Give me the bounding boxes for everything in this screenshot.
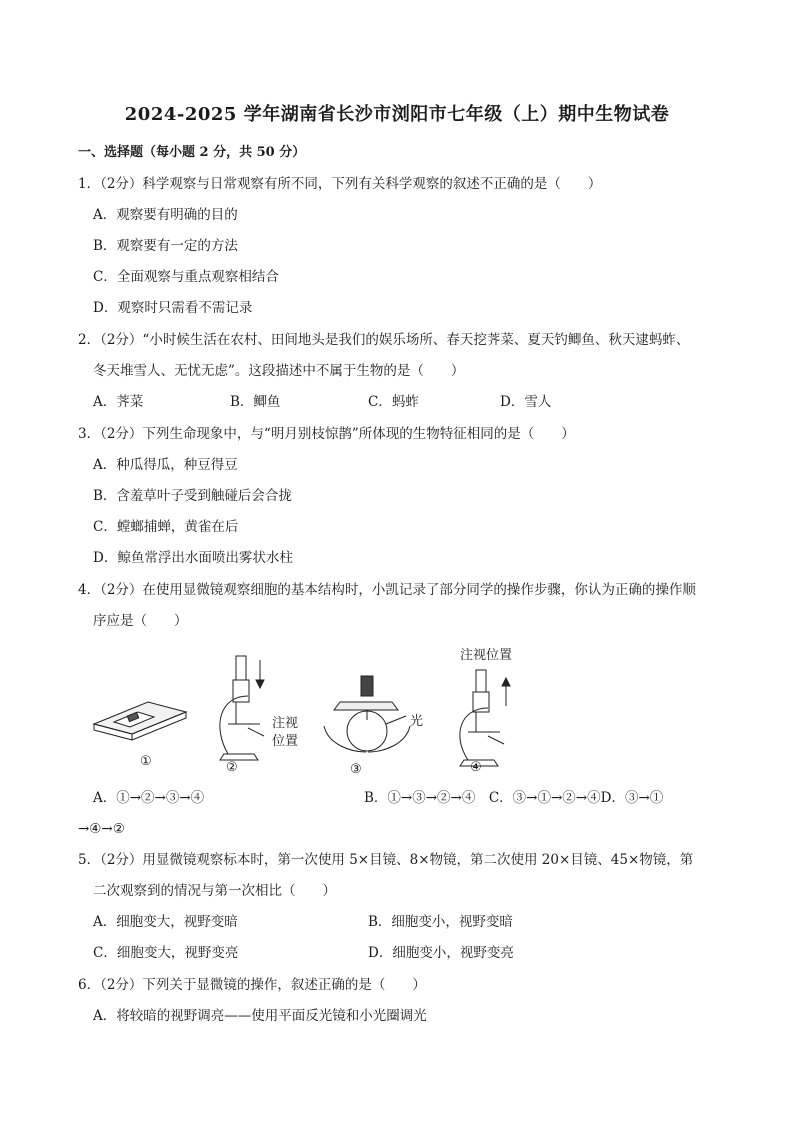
q2-option-d: D．雪人 (500, 394, 552, 410)
q1-option-a: A．观察要有明确的目的 (93, 207, 238, 223)
q5-option-d: D．细胞变小，视野变亮 (368, 945, 514, 961)
q1-option-c: C．全面观察与重点观察相结合 (93, 269, 279, 285)
step3-stage-drawing (324, 676, 410, 752)
fig-label-top: 注视位置 (460, 648, 513, 663)
exam-title: 2024-2025 学年湖南省长沙市浏阳市七年级（上）期中生物试卷 (124, 104, 670, 125)
q1-option-d: D．观察时只需看不需记录 (93, 300, 253, 316)
q4-stem-line2: 序应是（ ） (93, 613, 188, 629)
fig-label-side-1: 注视 (272, 716, 299, 731)
step4-microscope-drawing (460, 670, 510, 766)
q6-stem: 6．（2分）下列关于显微镜的操作，叙述正确的是（ ） (78, 977, 426, 993)
q3-option-c: C．螳螂捕蝉，黄雀在后 (93, 519, 239, 535)
q2-option-c: C．蚂蚱 (368, 394, 419, 410)
q5-option-a: A．细胞变大，视野变暗 (93, 914, 238, 930)
q5-stem-line1: 5．（2分）用显微镜观察标本时，第一次使用 5×目镜、8×物镜，第二次使用 20×目镜、45×物镜，第 (78, 852, 694, 868)
q2-stem-line2: 冬天堆雪人、无忧无虑”。这段描述中不属于生物的是（ ） (93, 363, 465, 379)
q6-option-a: A．将较暗的视野调亮——使用平面反光镜和小光圈调光 (93, 1008, 427, 1024)
fig-label-light: 光 (410, 714, 424, 729)
section-heading: 一、选择题（每小题 2 分，共 50 分） (78, 145, 306, 160)
fig-num-1: ① (140, 754, 152, 769)
q5-option-b: B．细胞变小，视野变暗 (368, 914, 513, 930)
q2-option-a: A．荠菜 (93, 394, 144, 410)
q3-option-b: B．含羞草叶子受到触碰后会合拢 (93, 488, 292, 504)
q3-option-d: D．鲸鱼常浮出水面喷出雾状水柱 (93, 550, 293, 566)
q1-option-b: B．观察要有一定的方法 (93, 238, 238, 254)
q2-stem-line1: 2．（2分）“小时候生活在农村、田间地头是我们的娱乐场所、春天挖荠菜、夏天钓鲫鱼、秋天逮蚂蚱、 (78, 332, 690, 348)
fig-num-4: ④ (470, 760, 482, 775)
q2-option-b: B．鲫鱼 (230, 394, 281, 410)
fig-num-2: ② (226, 760, 238, 775)
q4-options-bcd: B．①→③→②→④ C．③→①→②→④D．③→① (364, 790, 664, 806)
q4-stem-line1: 4．（2分）在使用显微镜观察细胞的基本结构时，小凯记录了部分同学的操作步骤，你认为正确的操作顺 (78, 582, 696, 598)
q5-stem-line2: 二次观察到的情况与第一次相比（ ） (93, 883, 336, 899)
q3-stem: 3．（2分）下列生命现象中，与“明月别枝惊鹊”所体现的生物特征相同的是（ ） (78, 426, 575, 442)
q5-option-c: C．细胞变大，视野变亮 (93, 945, 239, 961)
microscope-steps-figure (88, 636, 548, 784)
q4-option-a: A．①→②→③→④ (93, 790, 205, 806)
q3-option-a: A．种瓜得瓜，种豆得豆 (93, 457, 238, 473)
fig-label-side-2: 位置 (272, 734, 299, 749)
q1-stem: 1．（2分）科学观察与日常观察有所不同，下列有关科学观察的叙述不正确的是（ ） (78, 176, 602, 192)
step2-microscope-drawing (220, 656, 264, 760)
step1-slide-drawing (94, 702, 186, 740)
q4-option-d-cont: →④→② (78, 821, 125, 837)
fig-num-3: ③ (350, 762, 362, 777)
